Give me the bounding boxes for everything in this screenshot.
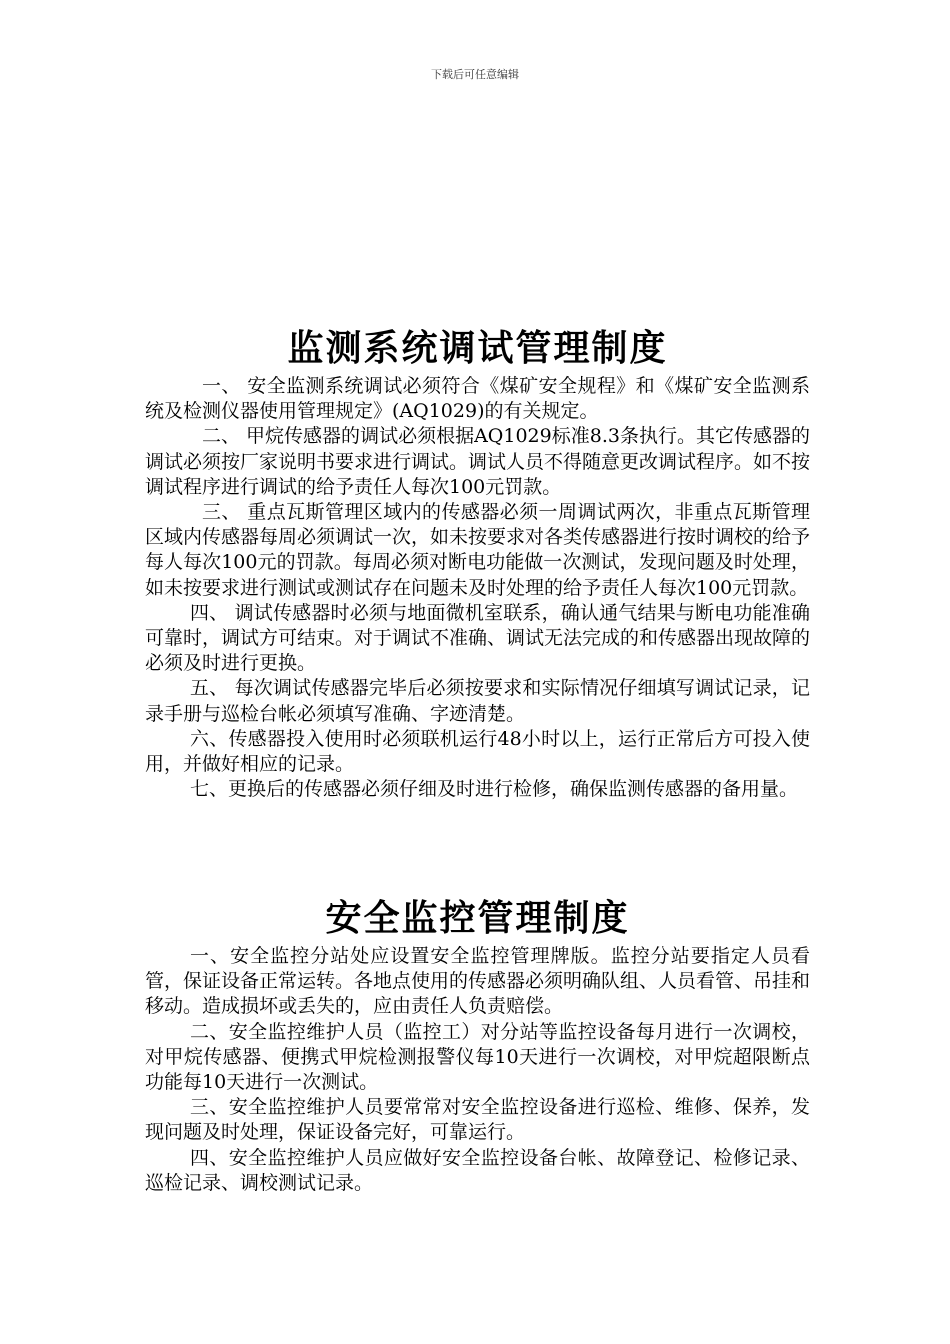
paragraph: 六、传感器投入使用时必须联机运行48小时以上，运行正常后方可投入使用，并做好相应的记录。 — [145, 727, 810, 776]
paragraph: 七、更换后的传感器必须仔细及时进行检修，确保监测传感器的备用量。 — [190, 778, 799, 801]
paragraph: 二、安全监控维护人员（监控工）对分站等监控设备每月进行一次调校，对甲烷传感器、便携式甲烷检测报警仪每10天进行一次调校，对甲烷超限断点功能每10天进行一次测试。 — [145, 1020, 810, 1094]
paragraph: 三、 重点瓦斯管理区域内的传感器必须一周调试两次，非重点瓦斯管理区域内传感器每周必须调试一次，如未按要求对各类传感器进行按时调校的给予每人每次100元的罚款。每周必须对断电功能做一次测试，发现问题及时处理，如未按要求进行测试或测试存在问题未及时处理的给予责任人每次100元罚款。 — [145, 501, 811, 599]
section-monitoring-debug — [145, 322, 810, 802]
section-safety-monitoring — [145, 892, 810, 1196]
paragraph: 五、 每次调试传感器完毕后必须按要求和实际情况仔细填写调试记录，记录手册与巡检台帐必须填写准确、字迹清楚。 — [145, 677, 810, 725]
header-note: 下载后可任意编辑 — [431, 68, 519, 81]
paragraph: 四、 调试传感器时必须与地面微机室联系，确认通气结果与断电功能准确可靠时，调试方可结束。对于调试不准确、调试无法完成的和传感器出现故障的必须及时进行更换。 — [145, 601, 811, 675]
paragraph: 二、 甲烷传感器的调试必须根据AQ1029标准8.3条执行。其它传感器的调试必须按厂家说明书要求进行调试。调试人员不得随意更改调试程序。如不按调试程序进行调试的给予责任人每次100元罚款。 — [145, 425, 811, 498]
paragraph: 四、安全监控维护人员应做好安全监控设备台帐、故障登记、检修记录、巡检记录、调校测试记录。 — [145, 1146, 810, 1194]
paragraph: 一、 安全监测系统调试必须符合《煤矿安全规程》和《煤矿安全监测系统及检测仪器使用管理规定》(AQ1029)的有关规定。 — [145, 375, 810, 423]
paragraph: 三、安全监控维护人员要常常对安全监控设备进行巡检、维修、保养，发现问题及时处理，保证设备完好，可靠运行。 — [145, 1096, 810, 1144]
section-title: 监测系统调试管理制度 — [287, 327, 668, 369]
paragraph: 一、安全监控分站处应设置安全监控管理牌版。监控分站要指定人员看管，保证设备正常运转。各地点使用的传感器必须明确队组、人员看管、吊挂和移动。造成损坏或丢失的，应由责任人负责赔偿。 — [145, 945, 811, 1018]
section-title: 安全监控管理制度 — [325, 897, 630, 939]
